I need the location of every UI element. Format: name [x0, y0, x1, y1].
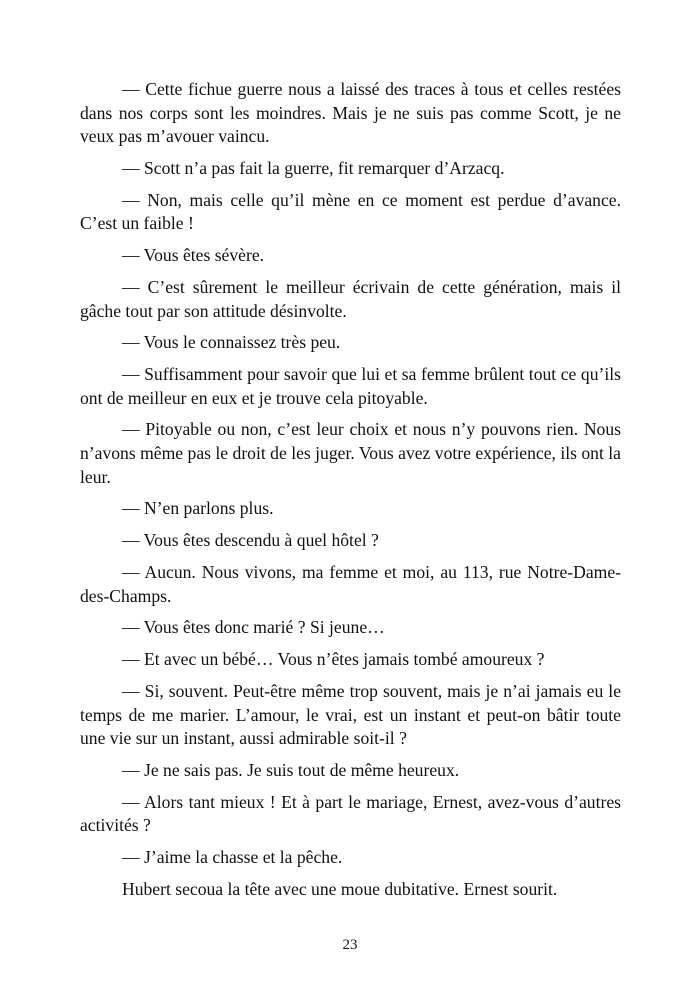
paragraph: — Et avec un bébé… Vous n’êtes jamais tombé amoureux ? — [122, 649, 545, 670]
paragraph: — Non, mais celle qu’il mène en ce moment est perdue d’avance. C’est un faible ! — [80, 189, 621, 234]
paragraph: — N’en parlons plus. — [122, 498, 274, 519]
page-number: 23 — [342, 937, 358, 953]
paragraph: — Alors tant mieux ! Et à part le mariage, Ernest, avez-vous d’autres activités ? — [80, 791, 621, 836]
paragraph: — Si, souvent. Peut-être même trop souvent, mais je n’ai jamais eu le temps de me marier. L’amour, le vrai, est un instant et peut-on bâtir toute une vie sur un instant, aussi admirable soit-il ? — [80, 680, 621, 749]
page-body — [80, 78, 621, 910]
paragraph: — C’est sûrement le meilleur écrivain de cette génération, mais il gâche tout par son attitude désinvolte. — [80, 276, 621, 321]
paragraph: — Je ne sais pas. Je suis tout de même heureux. — [122, 759, 460, 780]
paragraph: — Suffisamment pour savoir que lui et sa femme brûlent tout ce qu’ils ont de meilleur en eux et je trouve cela pitoyable. — [80, 364, 621, 408]
paragraph: Hubert secoua la tête avec une moue dubitative. Ernest sourit. — [122, 878, 558, 899]
paragraph: — Vous le connaissez très peu. — [122, 332, 341, 353]
paragraph: — Vous êtes donc marié ? Si jeune… — [122, 617, 385, 638]
paragraph: — Vous êtes descendu à quel hôtel ? — [122, 530, 379, 551]
paragraph: — Vous êtes sévère. — [122, 245, 265, 266]
paragraph: — J’aime la chasse et la pêche. — [122, 847, 343, 868]
paragraph: — Cette fichue guerre nous a laissé des traces à tous et celles restées dans nos corps sont les moindres. Mais je ne suis pas comme Scott, je ne veux pas m’avouer vaincu. — [80, 79, 621, 147]
paragraph: — Aucun. Nous vivons, ma femme et moi, au 113, rue Notre-Dame-des-Champs. — [80, 561, 621, 606]
paragraph: — Scott n’a pas fait la guerre, fit remarquer d’Arzacq. — [122, 157, 505, 178]
paragraph: — Pitoyable ou non, c’est leur choix et nous n’y pouvons rien. Nous n’avons même pas le droit de les juger. Vous avez votre expérience, ils ont la leur. — [80, 419, 621, 487]
